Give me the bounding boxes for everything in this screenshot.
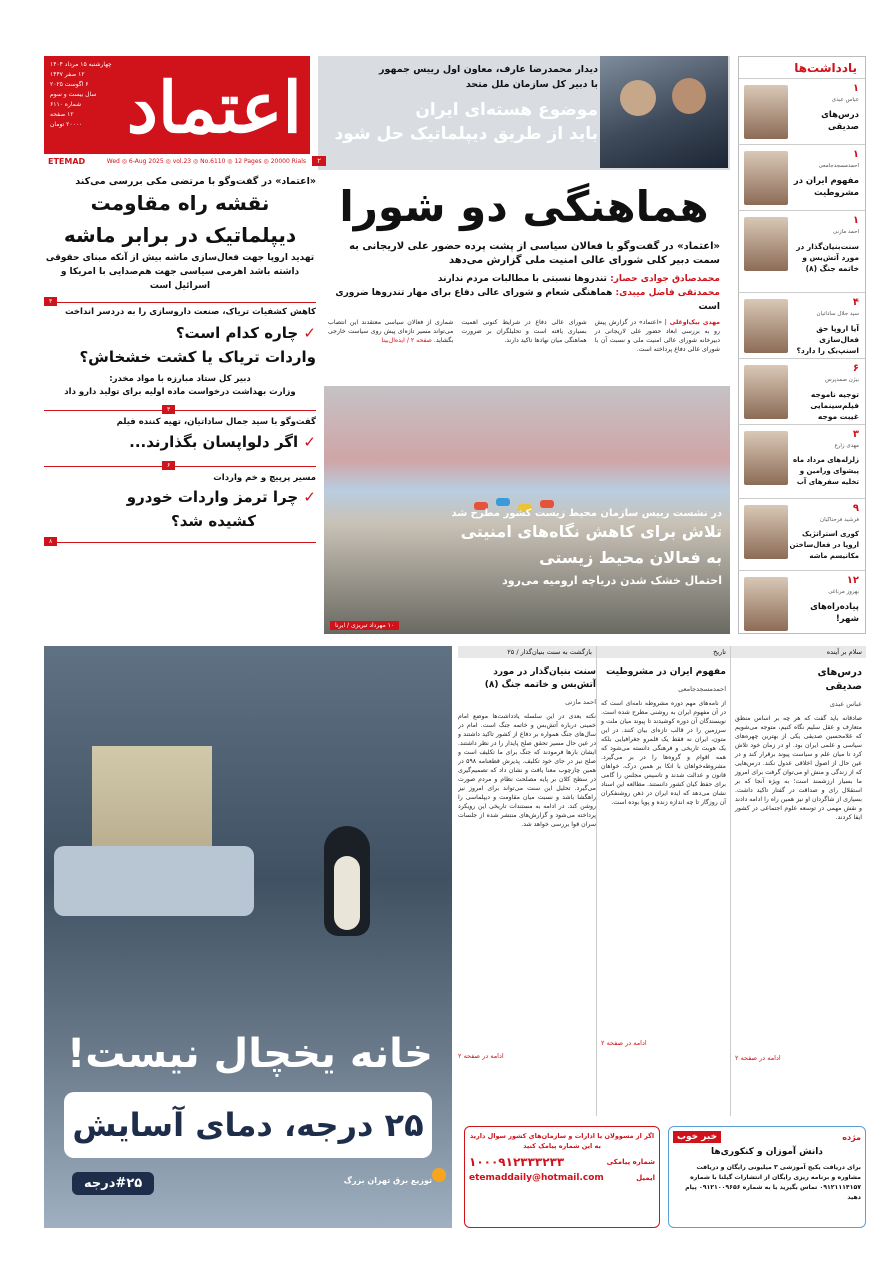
photo-caption: ۱۰ مهرداد تبریزی / ایرنا — [330, 621, 399, 630]
author-photo — [744, 577, 788, 631]
sidebar-item[interactable]: ۱۲ بهروز مرباغی پیاده‌راه‌های شهر! — [738, 571, 865, 633]
lead-deck: «اعتماد» در گفت‌وگو با فعالان سیاسی از پشت پرده حضور علی لاریجانی به سمت دبیر کلی شورای عالی امنیت ملی گزارش می‌دهد — [349, 241, 720, 266]
brand-logo-icon — [432, 1168, 446, 1182]
masthead — [44, 56, 310, 168]
issue-meta: چهارشنبه ۱۵ مرداد ۱۴۰۴ ۱۲ صفر ۱۴۴۷ ۶ اگوست ۲۰۲۵ سال بیست و سوم شماره ۶۱۱۰ ۱۲ صفحه ۲۰۰۰۰ تومان — [50, 61, 112, 128]
sms-box[interactable]: اگر از مسوولان یا ادارات و سازمان‌های کشور سوال دارید به این شماره پیامک کنید شماره پیامکی ۱۰۰۰۹۱۲۳۳۳۲۳۳ ایمیل etemaddaily@hotmail.com — [464, 1126, 660, 1228]
notes-sidebar — [738, 56, 866, 634]
lead-title: هماهنگی دو شورا — [339, 182, 709, 231]
sidebar-item[interactable]: ۳ مهدی زارع زلزله‌های مرداد ماه پیشوای ورامین و تخلیه سفرهای آب — [738, 425, 865, 499]
sidebar-item[interactable]: ۱ احمدمسجدجامعی مفهوم ایران در مشروطیت — [738, 145, 865, 211]
ad-brand: توزیع برق تهران بزرگ — [343, 1176, 432, 1185]
author-photo — [744, 299, 788, 353]
column-mazeni[interactable]: بازگشت به سنت بنیان‌گذار / ۲۵ سنت بنیان‌گذار در مورد آتش‌بس و خاتمه جنگ (۸) احمد مازنی نکته بعدی در این سلسله یادداشت‌ها موضع امام خمینی درباره آتش‌بس و خاتمه جنگ است. امام در سال‌های جنگ همواره بر دفاع از کشور تاکید داشتند و در عین حال مسیر تحقق صلح پایدار را در نظر داشتند. ایشان بارها فرمودند که جنگ برای ما تکلیف است و صلح نیز در جای خود تکلیف. پذیرش قطعنامه ۵۹۸ در همین چارچوب معنا یافت و نشان داد که تصمیم‌گیری در سطح کلان بر پایه مصلحت نظام و مردم صورت می‌گیرد. تحلیل این سنت می‌تواند برای امروز نیز راهگشا باشد و نسبت میان مقاومت و دیپلماسی را روشن کند. در ادامه به مستندات تاریخی این رویکرد پرداخته می‌شود و گزارش‌های منتشر شده از جلسات سران قوا بررسی خواهد شد. ادامه در صفحه ۲ — [458, 648, 596, 1060]
sidebar-item[interactable]: ۶ بیژن صمدپرس توجیه ناموجه فیلم‌سینمایی غیبت موجه — [738, 359, 865, 425]
graduation-icon-title: دانش آموزان و کنکوری‌ها — [711, 1147, 823, 1157]
sidebar-item[interactable]: ۹ فرشید فرحناکیان کوری استراتژیک اروپا در فعال‌ساختن مکانیسم ماشه — [738, 499, 865, 571]
advertisement[interactable] — [44, 646, 452, 1228]
left-title: نقشه راه مقاومت — [90, 191, 270, 215]
author-photo — [744, 431, 788, 485]
left-column[interactable]: «اعتماد» در گفت‌وگو با مرتضی مکی بررسی می‌کند نقشه راه مقاومت دیپلماتیک در برابر ماشه تهدید اروپا جهت فعال‌سازی ماشه بیش از آنکه مبنای حقوقی داشته باشد اهرمی سیاسی جهت هم‌صدایی با امریکا و اسرائیل است ۴ کاهش کشفیات تریاک، صنعت دارو‌سازی را به دردسر انداخت ✓ چاره کدام است؟ واردات تریاک یا کشت خشخاش؟ دبیر کل ستاد مبارزه با مواد مخدر: وزارت بهداشت درخواست ماده اولیه برای تولید دارو داد ۳ گفت‌وگو با سید جمال ساداتیان، تهیه کننده فیلم ✓ اگر دلواپسان بگذارند... ۶ مسیر پرپیچ و خم واردات ✓ چرا ترمز واردات خودرو کشیده شد؟ ۸ — [45, 176, 316, 545]
sidebar-item[interactable]: ۱ عباس عبدی درس‌های صدیقی — [738, 79, 865, 145]
author-photo — [744, 505, 788, 559]
sms-number: ۱۰۰۰۹۱۲۳۳۳۲۳۳ — [469, 1155, 565, 1169]
photo-title: تلاش برای کاهش نگاه‌های امنیتی — [460, 522, 722, 541]
photo-story[interactable]: در نشست رییس سازمان محیط زیست کشور مطرح شد تلاش برای کاهش نگاه‌های امنیتی به فعالان محیط زیستی احتمال خشک شدن دریاچه ارومیه می‌رود ۱۰ مهرداد تبریزی / ایرنا — [324, 386, 730, 634]
teaser-headline: موضوع هسته‌ای ایران — [415, 100, 598, 120]
ad-subtitle: ۲۵ درجه، دمای آسایش — [64, 1092, 432, 1158]
good-news-box[interactable]: مژده خبر خوب دانش آموزان و کنکوری‌ها برای دریافت یکیج آموزشی ۳ میلیونی رایگان و دریافت مشاوره و برنامه ریزی رایگان از انتشارات گیلنا با شماره ۰۹۱۲۱۱۱۴۱۵۷ تماس بگیرید یا به شماره ۰۹۱۲۱۰۰۹۶۵۶ پیام دهید — [668, 1126, 866, 1228]
sidebar-item[interactable]: ۴ سید جلال ساداتیان آیا اروپا حق فعال‌سازی اسنپ‌بک را دارد؟ — [738, 293, 865, 359]
penguin-belly — [334, 856, 360, 930]
ad-hashtag: #۲۵درجه — [72, 1172, 154, 1195]
masthead-bar: ETEMAD Wed ◎ 6-Aug 2025 ◎ vol.23 ◎ No.6110 ◎ 12 Pages ◎ 20000 Rials — [44, 154, 310, 168]
author-photo — [744, 217, 788, 271]
sidebar-title: یادداشت‌ها — [739, 57, 865, 79]
column-masjedjamei[interactable]: تاریخ مفهوم ایران در مشروطیت احمدمسجدجامعی از نامه‌های مهم دوره مشروطه نامه‌ای است که در آن مفهوم ایران به روشنی مطرح شده است. نویسندگان آن دوره کوشیدند تا پیوند میان ملت و سرزمین را در قالب تازه‌ای بیان کنند. در این متون، ایران نه فقط یک قلمرو جغرافیایی بلکه یک هویت تاریخی و فرهنگی دانسته می‌شود که همه اقوام و گروه‌ها را در بر می‌گیرد. مشروطه‌خواهان با اتکا بر همین درک، خواهان قانون و عدالت شدند و تاسیس مجلس را گامی برای حفظ کیان کشور دانستند. مطالعه این اسناد نشان می‌دهد که ایده ایران در ذهن روشنفکران آن روزگار تا چه اندازه زنده و پویا بوده است. ادامه در صفحه ۲ — [596, 646, 730, 1116]
lead-story[interactable]: هماهنگی دو شورا «اعتماد» در گفت‌وگو با فعالان سیاسی از پشت پرده حضور علی لاریجانی به سمت دبیر کلی شورای عالی امنیت ملی گزارش می‌دهد محمدصادق جوادی حصار: تندروها نسبتی با مطالبات مردم ندارند محمدتقی فاضل میبدی: هماهنگی شعام و شورای عالی دفاع برای مهار تندروها ضروری است مهدی بیک‌اوغلی | «اعتماد» در گزارش پیش رو به بررسی ابعاد حضور علی لاریجانی در دبیرخانه شورای عالی امنیت ملی و نسبت آن با شورای عالی دفاع پرداخته است. شورای عالی دفاع در شرایط کنونی اهمیت بسیاری یافته است و تحلیلگران بر ضرورت هماهنگی میان نهادها تاکید دارند. شماری از فعالان سیاسی معتقدند این انتصاب می‌تواند مسیر تازه‌ای پیش روی سیاست خارجی بگشاید. صفحه ۲ / ایده‌ال‌بینا — [318, 174, 730, 354]
author-photo — [744, 151, 788, 205]
author-photo — [744, 365, 788, 419]
bottom-columns — [458, 646, 866, 1116]
author-photo — [744, 85, 788, 139]
ad-title: خانه یخچال نیست! — [66, 1031, 433, 1077]
teaser-photo — [600, 56, 728, 168]
sofa-illustration — [54, 846, 254, 916]
logo: اعتماد — [126, 66, 302, 149]
email-link[interactable]: etemaddaily@hotmail.com — [469, 1173, 604, 1183]
column-abdi[interactable]: سلام بر آینده درس‌های صدیقی عباس عبدی صادقانه باید گفت که هر چه بر اساس منطق متعارف و عقل سلیم نگاه کنیم، متوجه می‌شویم که غلامحسین صدیقی یکی از بهترین چهره‌های سیاسی و علمی ایران بود. او در زمان خود تلاش کرد تا میان علم و سیاست پیوند برقرار کند و در عین حال از اصول اخلاقی عدول نکند. درس‌هایی که از زندگی و منش او می‌توان گرفت برای امروز ما بسیار ارزشمند است؛ به ویژه آنجا که بر استقلال رای و صداقت در گفتار تاکید داشت. بسیاری از شاگردان او نیز همین راه را ادامه دادند و نقش مهمی در توسعه علوم اجتماعی در کشور ایفا کردند. ادامه در صفحه ۲ — [730, 646, 866, 1116]
sidebar-item[interactable]: ۱ احمد مازنی سنت‌بنیان‌گذار در مورد آتش‌بس و خاتمه جنگ (۸) — [738, 211, 865, 293]
top-teaser[interactable]: دیدار محمدرضا عارف، معاون اول رییس جمهور با دبیر کل سازمان ملل متحد موضوع هسته‌ای ایران باید از طریق دیپلماتیک حل شود ۲ — [318, 56, 730, 170]
